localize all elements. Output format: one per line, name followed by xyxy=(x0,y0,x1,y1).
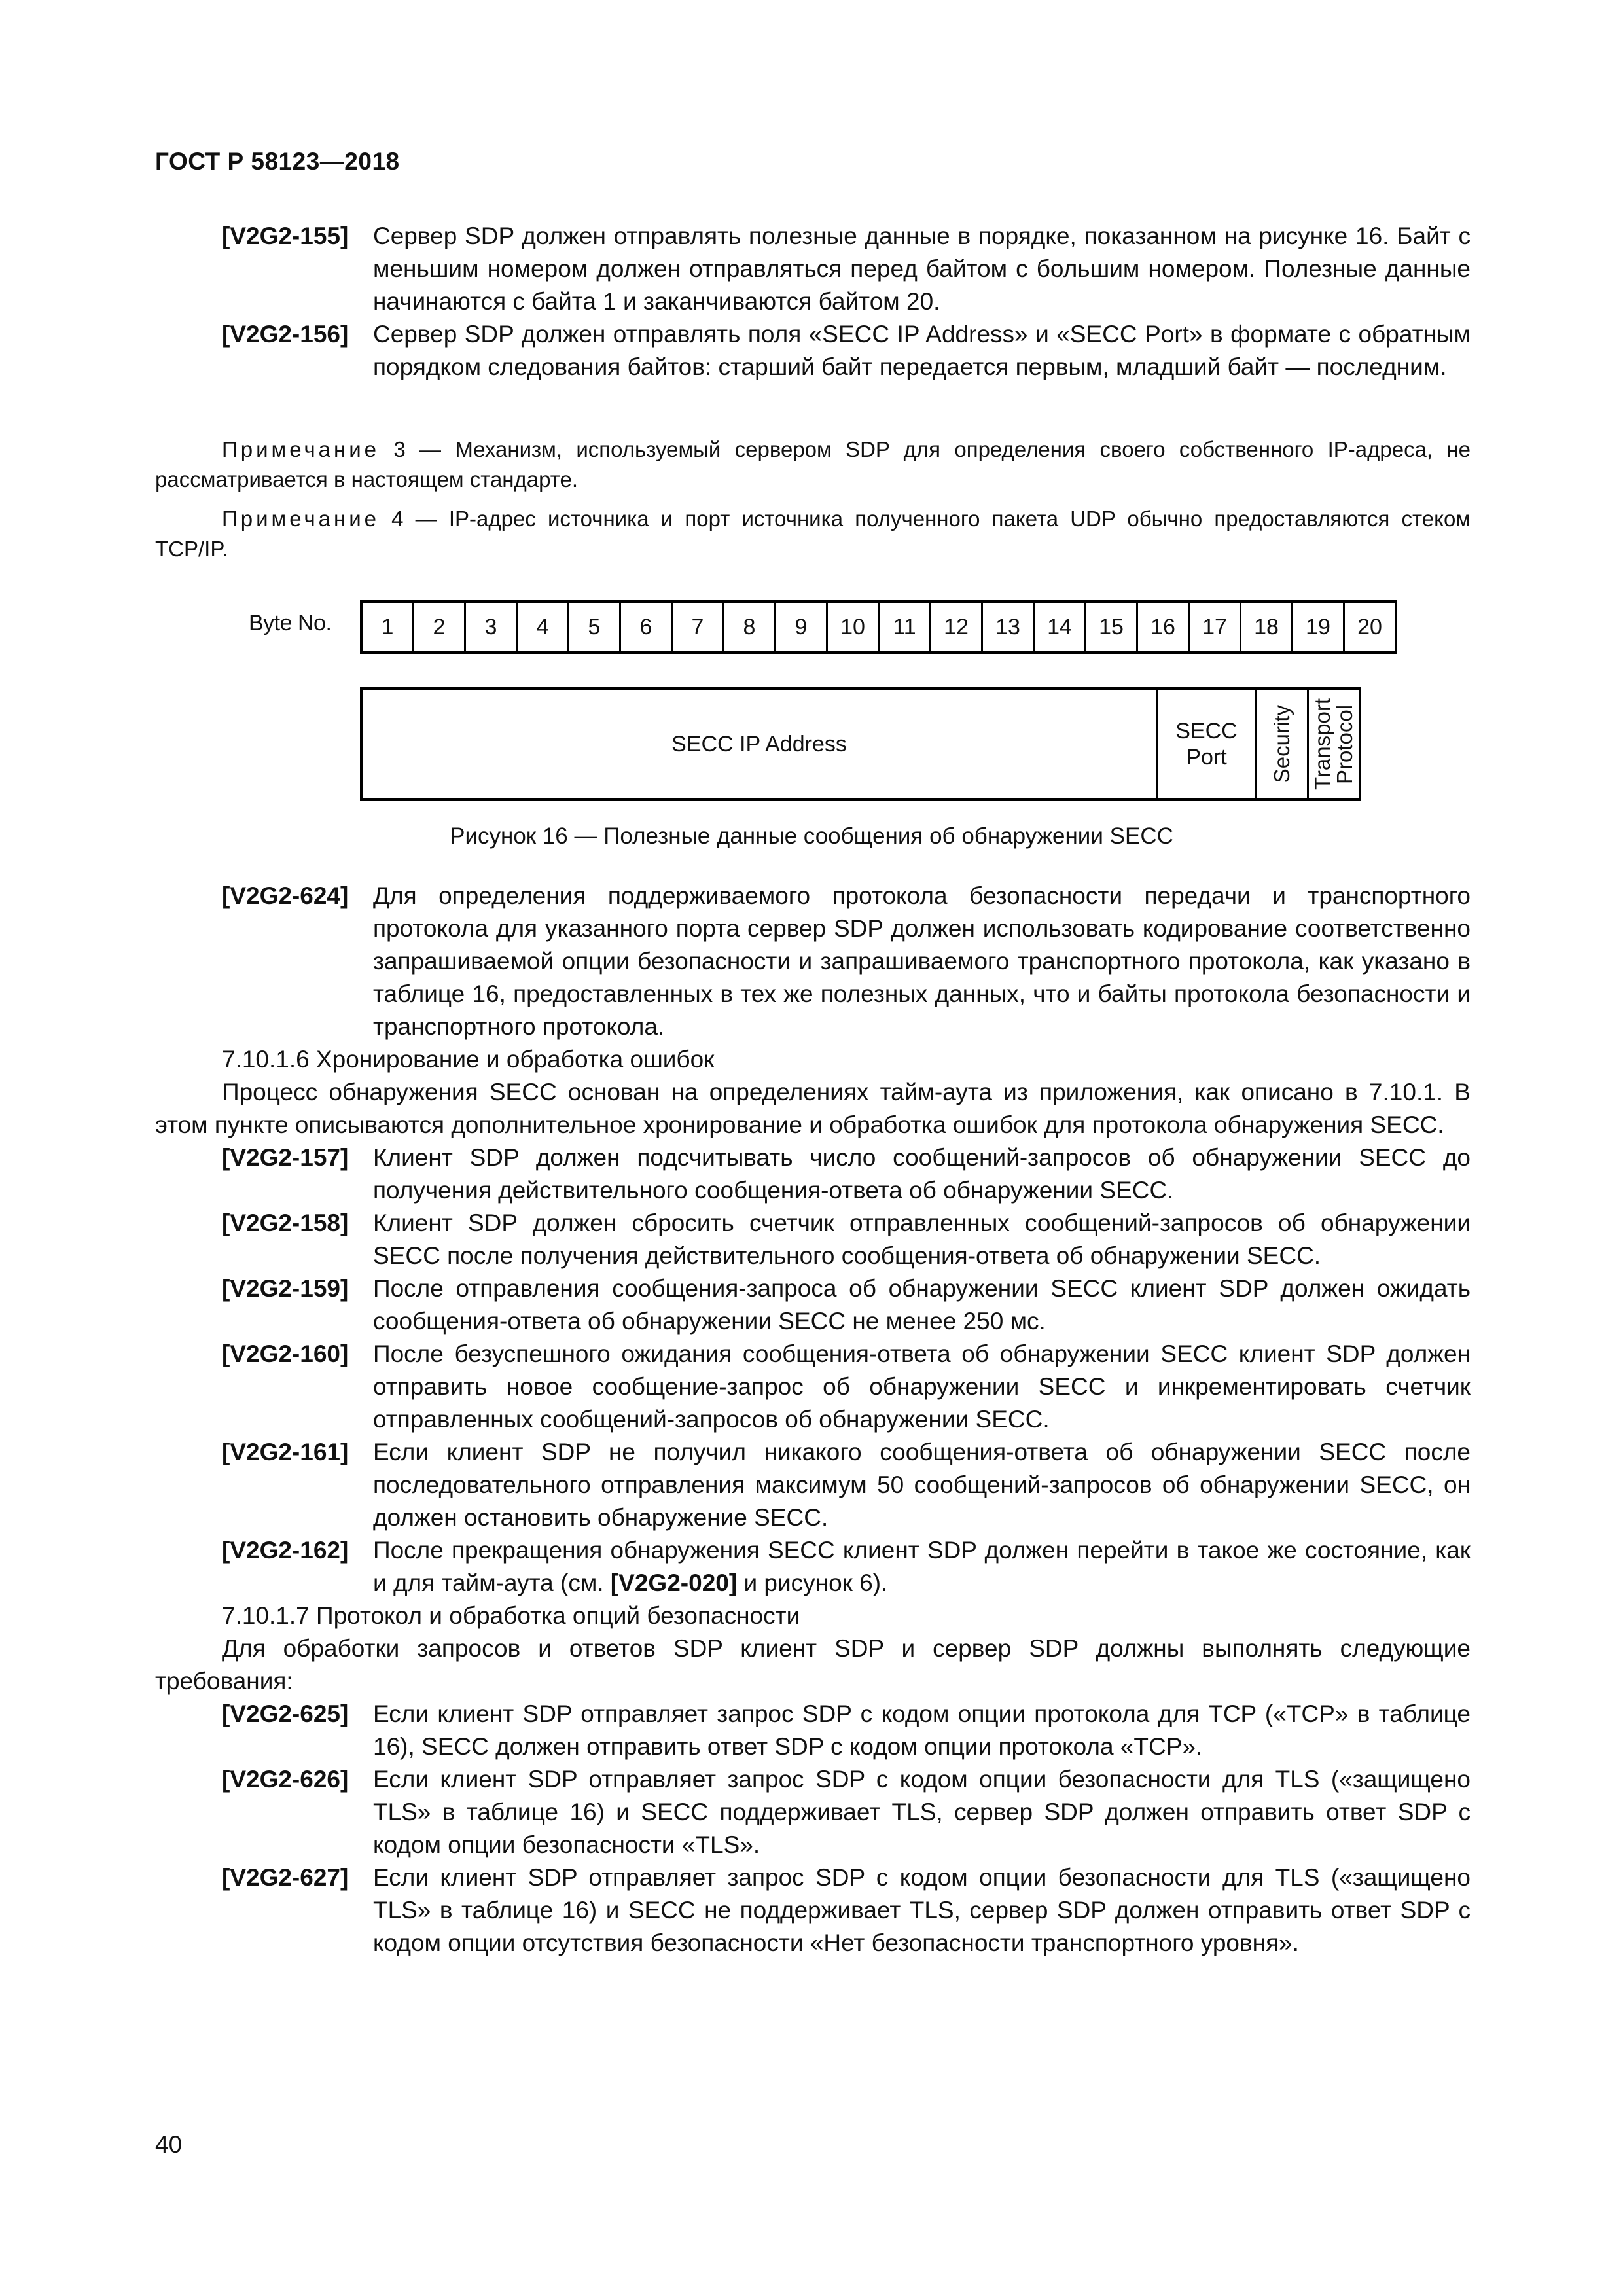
security-label: Security xyxy=(1270,705,1294,783)
requirement-text: После отправления сообщения-запроса об обнаружении SECC клиент SDP должен ожидать сообщения-ответа об обнаружении SECC не менее 250 мс. xyxy=(373,1275,1471,1335)
notes-block xyxy=(155,435,1471,564)
requirement-reference: [V2G2-020] xyxy=(610,1570,738,1596)
requirement-item xyxy=(155,1698,1471,1763)
note-item xyxy=(155,504,1471,564)
requirement-code: [V2G2-156] xyxy=(222,321,349,348)
transport-line1: Transport xyxy=(1310,698,1334,790)
byte-number-cell: 1 xyxy=(363,603,414,651)
requirement-item xyxy=(155,1436,1471,1534)
requirement-text: После безуспешного ожидания сообщения-ответа об обнаружении SECC клиент SDP должен отправить новое сообщение-запрос об обнаружении SECC и инкрементировать счетчик отправленных сообщений-запросов об обнаружении SECC. xyxy=(373,1340,1471,1433)
note-label: Примечание xyxy=(222,507,380,531)
requirement-code: [V2G2-161] xyxy=(222,1439,349,1465)
security-field xyxy=(1257,690,1309,798)
requirement-text: Клиент SDP должен подсчитывать число сообщений-запросов об обнаружении SECC до получения действительного сообщения-ответа об обнаружении SECC. xyxy=(373,1144,1471,1204)
transport-protocol-label xyxy=(1311,698,1356,790)
requirement-code: [V2G2-157] xyxy=(222,1144,349,1171)
secc-port-line2: Port xyxy=(1186,745,1227,770)
byte-number-cell: 16 xyxy=(1138,603,1190,651)
requirement-text: Сервер SDP должен отправлять поля «SECC IP Address» и «SECC Port» в формате с обратным порядком следования байтов: старший байт передается первым, младший байт — последним. xyxy=(373,321,1471,380)
note-text: 4 — IP-адрес источника и порт источника полученного пакета UDP обычно предоставляются стеком TCP/IP. xyxy=(155,507,1471,561)
note-label: Примечание xyxy=(222,437,380,461)
transport-line2: Protocol xyxy=(1332,704,1357,784)
byte-number-cell: 18 xyxy=(1241,603,1293,651)
paragraph: Процесс обнаружения SECC основан на определениях тайм-аута из приложения, как описано в 7.10.1. В этом пункте описываются дополнительное хронирование и обработка ошибок для протокола обнаружения SECC. xyxy=(155,1079,1471,1138)
secc-ip-address-field: SECC IP Address xyxy=(363,690,1158,798)
byte-number-cell: 3 xyxy=(466,603,518,651)
byte-number-cell: 12 xyxy=(931,603,983,651)
byte-number-cell: 19 xyxy=(1293,603,1345,651)
byte-number-cell: 10 xyxy=(828,603,880,651)
requirement-item xyxy=(155,1141,1471,1207)
figure-caption: Рисунок 16 — Полезные данные сообщения об обнаружении SECC xyxy=(450,823,1173,849)
requirement-code: [V2G2-627] xyxy=(222,1864,349,1891)
requirement-code: [V2G2-155] xyxy=(222,223,349,249)
requirements-list-a xyxy=(155,1141,1471,1534)
requirement-item xyxy=(155,880,1471,1043)
section-heading-7-10-1-7: 7.10.1.7 Протокол и обработка опций безопасности xyxy=(222,1602,800,1629)
page-number: 40 xyxy=(155,2131,183,2158)
requirement-text-part: и рисунок 6). xyxy=(737,1570,888,1596)
byte-number-cell: 13 xyxy=(983,603,1035,651)
secc-port-line1: SECC xyxy=(1175,719,1238,744)
note-item xyxy=(155,435,1471,495)
requirement-text: Если клиент SDP отправляет запрос SDP с кодом опции безопасности для TLS («защищено TLS» в таблице 16) и SECC поддерживает TLS, сервер SDP должен отправить ответ SDP с кодом опции безопасности «TLS». xyxy=(373,1766,1471,1858)
transport-protocol-field xyxy=(1309,690,1359,798)
payload-field-row xyxy=(360,687,1361,801)
byte-number-label: Byte No. xyxy=(249,611,332,636)
byte-number-cell: 17 xyxy=(1190,603,1241,651)
requirement-text: Если клиент SDP отправляет запрос SDP с кодом опции протокола для TCP («TCP» в таблице 16), SECC должен отправить ответ SDP с кодом опции протокола «TCP». xyxy=(373,1700,1471,1760)
requirement-code: [V2G2-624] xyxy=(222,882,349,909)
requirement-item xyxy=(155,1207,1471,1272)
requirements-block-1 xyxy=(155,220,1471,384)
requirement-code: [V2G2-625] xyxy=(222,1700,349,1727)
requirements-list-b xyxy=(155,1698,1471,1960)
byte-number-cell: 14 xyxy=(1035,603,1086,651)
byte-number-cell: 4 xyxy=(518,603,569,651)
byte-number-cell: 11 xyxy=(880,603,931,651)
byte-number-cell: 15 xyxy=(1086,603,1138,651)
note-text: 3 — Механизм, используемый сервером SDP для определения своего собственного IP-адреса, не рассматривается в настоящем стандарте. xyxy=(155,437,1471,492)
paragraph: Для обработки запросов и ответов SDP клиент SDP и сервер SDP должны выполнять следующие требования: xyxy=(155,1635,1471,1695)
requirement-text: Для определения поддерживаемого протокола безопасности передачи и транспортного протокола для указанного порта сервер SDP должен использовать кодирование соответственно запрашиваемой опции безопасности и запрашиваемого транспортного протокола, как указано в таблице 16, предоставленных в тех же полезных данных, что и байты протокола безопасности и транспортного протокола. xyxy=(373,882,1471,1040)
requirement-text: Сервер SDP должен отправлять полезные данные в порядке, показанном на рисунке 16. Байт с меньшим номером должен отправляться перед байтом с большим номером. Полезные данные начинаются с байта 1 и заканчиваются байтом 20. xyxy=(373,223,1471,315)
requirement-code: [V2G2-162] xyxy=(222,1537,349,1564)
byte-number-cell: 6 xyxy=(621,603,673,651)
requirement-code: [V2G2-160] xyxy=(222,1340,349,1367)
byte-number-cell: 8 xyxy=(724,603,776,651)
byte-number-cell: 9 xyxy=(776,603,828,651)
requirement-item xyxy=(155,1338,1471,1436)
section-heading-7-10-1-6: 7.10.1.6 Хронирование и обработка ошибок xyxy=(222,1046,715,1073)
requirement-item xyxy=(155,318,1471,384)
requirements-block-2 xyxy=(155,880,1471,1960)
requirement-item xyxy=(155,1534,1471,1600)
requirement-code: [V2G2-626] xyxy=(222,1766,349,1793)
secc-port-field xyxy=(1158,690,1257,798)
requirement-text xyxy=(373,1534,1471,1600)
payload-diagram xyxy=(249,592,1381,808)
document-standard-header: ГОСТ Р 58123—2018 xyxy=(155,148,400,175)
requirement-text-part: После прекращения обнаружения SECC клиент SDP должен перейти в такое же состояние, как и для тайм-аута (см. xyxy=(373,1537,1471,1596)
requirement-code: [V2G2-159] xyxy=(222,1275,349,1302)
requirement-item xyxy=(155,1272,1471,1338)
requirement-text: Клиент SDP должен сбросить счетчик отправленных сообщений-запросов об обнаружении SECC после получения действительного сообщения-ответа об обнаружении SECC. xyxy=(373,1210,1471,1269)
requirement-item xyxy=(155,1763,1471,1861)
byte-number-cell: 20 xyxy=(1357,614,1382,639)
requirement-text: Если клиент SDP не получил никакого сообщения-ответа об обнаружении SECC после последовательного отправления максимум 50 сообщений-запросов об обнаружении SECC, он должен остановить обнаружение SECC. xyxy=(373,1439,1471,1531)
byte-number-cell: 2 xyxy=(414,603,466,651)
requirement-item xyxy=(155,1861,1471,1960)
byte-number-cell: 5 xyxy=(569,603,621,651)
requirement-item xyxy=(155,220,1471,318)
byte-number-row xyxy=(360,600,1397,654)
byte-number-cell: 7 xyxy=(673,603,724,651)
requirement-code: [V2G2-158] xyxy=(222,1210,349,1236)
requirement-text: Если клиент SDP отправляет запрос SDP с кодом опции безопасности для TLS («защищено TLS» в таблице 16) и SECC не поддерживает TLS, сервер SDP должен отправить ответ SDP с кодом опции отсутствия безопасности «Нет безопасности транспортного уровня». xyxy=(373,1864,1471,1956)
